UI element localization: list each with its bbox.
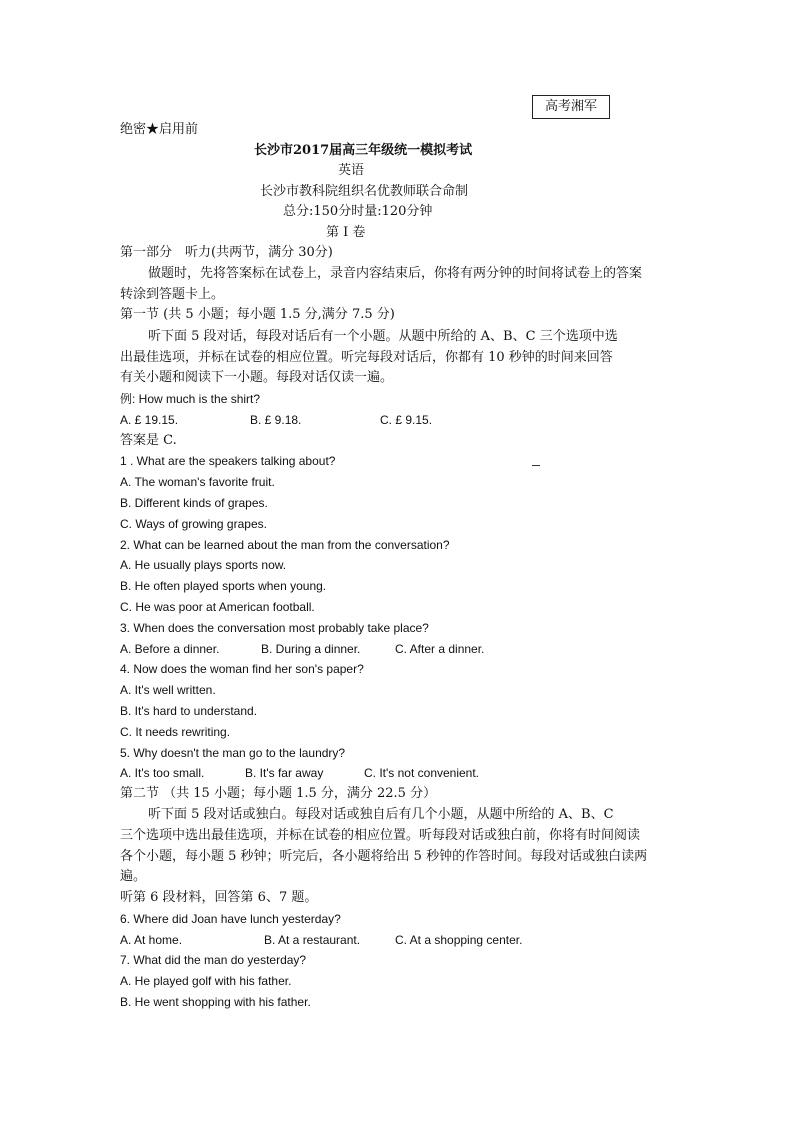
question-3-option-b: B. During a dinner.	[261, 642, 361, 656]
question-4-stem: 4. Now does the woman find her son's paper?	[120, 662, 364, 676]
section1-instruction-line: 听下面 5 段对话，每段对话后有一个小题。从题中所给的 A、B、C 三个选项中选	[148, 329, 618, 344]
section2-instruction-line: 各个小题，每小题 5 秒钟；听完后，各小题将给出 5 秒钟的作答时间。每段对话或独白读两	[120, 849, 648, 864]
question-7-option-b: B. He went shopping with his father.	[120, 995, 311, 1009]
secret-label: 绝密★启用前	[120, 122, 199, 137]
question-2-option-b: B. He often played sports when young.	[120, 579, 327, 593]
question-7-stem: 7. What did the man do yesterday?	[120, 953, 307, 967]
example-option-a: A. £ 19.15.	[120, 413, 179, 427]
section1-title: 第一节 (共 5 小题；每小题 1.5 分,满分 7.5 分)	[120, 307, 395, 322]
question-1-stem: 1 . What are the speakers talking about?	[120, 454, 336, 468]
score-time-line: 总分:150分时量:120分钟	[283, 204, 433, 219]
question-6-option-a: A. At home.	[120, 933, 183, 947]
question-6-option-c: C. At a shopping center.	[395, 933, 523, 947]
part1-title: 第一部分 听力(共两节，满分 30分)	[120, 245, 333, 260]
stray-mark	[532, 465, 540, 466]
volume-title: 第 I 卷	[326, 225, 366, 240]
section1-instruction-line: 有关小题和阅读下一小题。每段对话仅读一遍。	[120, 370, 394, 385]
question-7-option-a: A. He played golf with his father.	[120, 974, 292, 988]
section2-instruction-line: 遍。	[120, 869, 147, 884]
example-option-b: B. £ 9.18.	[250, 413, 302, 427]
question-4-option-c: C. It needs rewriting.	[120, 725, 231, 739]
subject-title: 英语	[338, 163, 365, 178]
question-3-option-a: A. Before a dinner.	[120, 642, 220, 656]
question-2-stem: 2. What can be learned about the man from the conversation?	[120, 538, 450, 552]
example-question: 例: How much is the shirt?	[120, 392, 261, 406]
section1-instruction-line: 出最佳选项，并标在试卷的相应位置。听完每段对话后，你都有 10 秒钟的时间来回答	[120, 350, 613, 365]
stamp-box: 高考湘军	[532, 95, 610, 119]
question-5-option-a: A. It's too small.	[120, 766, 205, 780]
example-answer: 答案是 C.	[120, 433, 177, 448]
part1-instruction-line: 转涂到答题卡上。	[120, 287, 225, 302]
authority-line: 长沙市教科院组织名优教师联合命制	[260, 184, 469, 199]
question-1-option-b: B. Different kinds of grapes.	[120, 496, 268, 510]
question-5-stem: 5. Why doesn't the man go to the laundry?	[120, 746, 346, 760]
question-3-stem: 3. When does the conversation most probably take place?	[120, 621, 429, 635]
material-6-label: 听第 6 段材料，回答第 6、7 题。	[120, 890, 318, 905]
question-1-option-a: A. The woman's favorite fruit.	[120, 475, 275, 489]
question-6-option-b: B. At a restaurant.	[264, 933, 361, 947]
section2-title: 第二节 （共 15 小题；每小题 1.5 分，满分 22.5 分）	[120, 786, 437, 801]
part1-instruction-line: 做题时，先将答案标在试卷上，录音内容结束后，你将有两分钟的时间将试卷上的答案	[148, 266, 643, 281]
question-2-option-a: A. He usually plays sports now.	[120, 558, 287, 572]
example-option-c: C. £ 9.15.	[380, 413, 433, 427]
question-2-option-c: C. He was poor at American football.	[120, 600, 315, 614]
question-4-option-b: B. It's hard to understand.	[120, 704, 258, 718]
section2-instruction-line: 听下面 5 段对话或独白。每段对话或独自后有几个小题，从题中所给的 A、B、C	[148, 807, 614, 822]
question-5-option-c: C. It's not convenient.	[364, 766, 480, 780]
exam-title: 长沙市2017届高三年级统一模拟考试	[254, 143, 473, 158]
question-4-option-a: A. It's well written.	[120, 683, 216, 697]
question-3-option-c: C. After a dinner.	[395, 642, 485, 656]
section2-instruction-line: 三个选项中选出最佳选项，并标在试卷的相应位置。听每段对话或独白前，你将有时间阅读	[120, 828, 641, 843]
question-1-option-c: C. Ways of growing grapes.	[120, 517, 267, 531]
question-6-stem: 6. Where did Joan have lunch yesterday?	[120, 912, 341, 926]
question-5-option-b: B. It's far away	[245, 766, 324, 780]
